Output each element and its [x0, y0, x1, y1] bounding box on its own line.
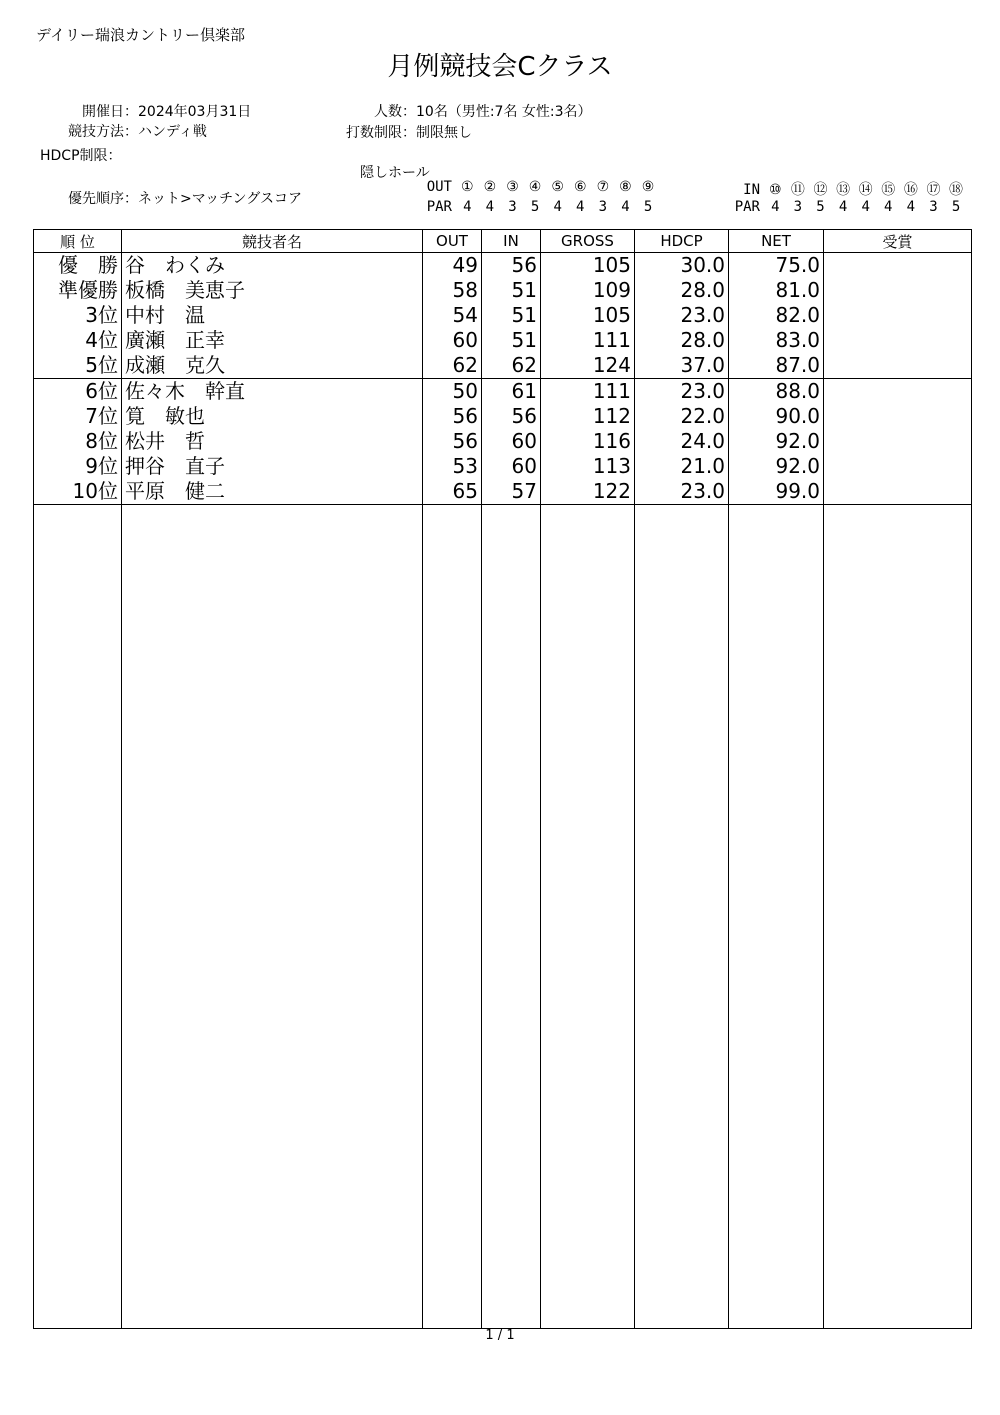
gross-cell: 111: [541, 328, 635, 353]
in-hole-number-4: ⑬: [836, 182, 851, 198]
hdcp-cell: 23.0: [635, 479, 729, 505]
out-hole-par-6: 4: [576, 199, 585, 215]
empty-cell: [34, 505, 122, 1329]
name-cell: 板橋 美恵子: [122, 278, 423, 303]
out-hole-number-4: ④: [528, 179, 542, 195]
net-cell: 90.0: [729, 404, 824, 429]
out-hole-number-3: ③: [506, 179, 519, 195]
in-hole-par-2: 3: [793, 199, 803, 215]
name-cell: 筧 敏也: [122, 404, 423, 429]
in-hole-number-3: ⑫: [813, 182, 828, 198]
award-cell: [824, 328, 972, 353]
hdcp-limit-row: [40, 145, 122, 165]
empty-cell: [541, 505, 635, 1329]
net-cell: 75.0: [729, 253, 824, 279]
players-row: [300, 101, 592, 121]
page-number: 1 / 1: [485, 1328, 515, 1343]
col-name: 競技者名: [122, 230, 423, 253]
net-cell: 83.0: [729, 328, 824, 353]
format-label: 競技方法：: [68, 124, 138, 140]
in-cell: 62: [482, 353, 541, 379]
empty-cell: [423, 505, 482, 1329]
empty-cell: [729, 505, 824, 1329]
rank-cell: 7位: [34, 404, 122, 429]
name-cell: 平原 健二: [122, 479, 423, 505]
hdcp-cell: 24.0: [635, 429, 729, 454]
table-row: [34, 404, 972, 429]
net-cell: 87.0: [729, 353, 824, 379]
out-hole-number-2: ②: [483, 179, 497, 195]
hidden-holes-label: 隠しホール: [360, 165, 430, 181]
date-label: 開催日：: [82, 104, 138, 120]
date-value: 2024年03月31日: [138, 104, 252, 120]
in-hole-number-2: ⑪: [790, 182, 805, 198]
in-cell: 51: [482, 303, 541, 328]
out-hole-par-2: 4: [485, 199, 495, 215]
in-holes-row: [726, 179, 964, 199]
out-hole-par-1: 4: [463, 199, 472, 215]
in-cell: 51: [482, 328, 541, 353]
rank-cell: 10位: [34, 479, 122, 505]
empty-cell: [482, 505, 541, 1329]
out-cell: 56: [423, 404, 482, 429]
rank-cell: 準優勝: [34, 278, 122, 303]
in-hole-par-1: 4: [771, 199, 780, 215]
col-award: 受賞: [824, 230, 972, 253]
empty-area-row: [34, 505, 972, 1329]
out-hole-number-6: ⑥: [573, 179, 587, 195]
table-row: [34, 328, 972, 353]
table-row: [34, 303, 972, 328]
priority-row: [40, 188, 302, 208]
out-hole-par-8: 4: [621, 199, 630, 215]
hdcp-cell: 22.0: [635, 404, 729, 429]
out-cell: 54: [423, 303, 482, 328]
award-cell: [824, 404, 972, 429]
out-hole-par-7: 3: [598, 199, 608, 215]
empty-cell: [122, 505, 423, 1329]
col-hdcp: HDCP: [635, 230, 729, 253]
award-cell: [824, 303, 972, 328]
award-cell: [824, 429, 972, 454]
club-name: デイリー瑞浪カントリー倶楽部: [36, 26, 245, 44]
award-cell: [824, 454, 972, 479]
net-cell: 82.0: [729, 303, 824, 328]
award-cell: [824, 278, 972, 303]
table-row: [34, 353, 972, 379]
in-cell: 60: [482, 454, 541, 479]
rank-cell: 5位: [34, 353, 122, 379]
in-cell: 61: [482, 379, 541, 405]
net-cell: 88.0: [729, 379, 824, 405]
hdcp-cell: 28.0: [635, 328, 729, 353]
in-hole-number-1: ⑩: [769, 182, 782, 198]
gross-cell: 105: [541, 253, 635, 279]
name-cell: 谷 わくみ: [122, 253, 423, 279]
col-out: OUT: [423, 230, 482, 253]
net-cell: 92.0: [729, 429, 824, 454]
net-cell: 81.0: [729, 278, 824, 303]
in-cell: 60: [482, 429, 541, 454]
players-value: 10名（男性:7名 女性:3名）: [416, 104, 592, 120]
col-rank: 順 位: [34, 230, 122, 253]
players-label: 人数：: [374, 104, 416, 120]
out-holes-row: [418, 179, 655, 195]
net-cell: 99.0: [729, 479, 824, 505]
gross-cell: 112: [541, 404, 635, 429]
gross-cell: 111: [541, 379, 635, 405]
rank-cell: 9位: [34, 454, 122, 479]
award-cell: [824, 353, 972, 379]
out-hole-number-1: ①: [461, 179, 474, 195]
name-cell: 廣瀬 正幸: [122, 328, 423, 353]
out-cell: 60: [423, 328, 482, 353]
out-cell: 56: [423, 429, 482, 454]
date-row: [40, 101, 251, 121]
gross-cell: 105: [541, 303, 635, 328]
table-row: [34, 278, 972, 303]
col-net: NET: [729, 230, 824, 253]
out-cell: 65: [423, 479, 482, 505]
table-row: [34, 379, 972, 405]
in-hole-number-6: ⑮: [881, 182, 896, 198]
in-hole-par-7: 4: [906, 199, 916, 215]
table-row: [34, 479, 972, 505]
rank-cell: 8位: [34, 429, 122, 454]
in-cell: 56: [482, 253, 541, 279]
par-label-in: PAR: [734, 199, 760, 215]
hdcp-limit-label: HDCP制限：: [40, 148, 122, 164]
gross-cell: 113: [541, 454, 635, 479]
out-hole-number-7: ⑦: [596, 179, 610, 195]
priority-label: 優先順序：: [68, 191, 138, 207]
out-cell: 62: [423, 353, 482, 379]
name-cell: 押谷 直子: [122, 454, 423, 479]
empty-cell: [824, 505, 972, 1329]
award-cell: [824, 479, 972, 505]
award-cell: [824, 379, 972, 405]
in-hole-number-7: ⑯: [903, 182, 918, 198]
stroke-limit-value: 制限無し: [416, 125, 472, 141]
in-hole-number-5: ⑭: [858, 182, 873, 198]
table-row: [34, 429, 972, 454]
in-cell: 56: [482, 404, 541, 429]
in-cell: 57: [482, 479, 541, 505]
in-par-row: [726, 199, 961, 215]
rank-cell: 6位: [34, 379, 122, 405]
rank-cell: 4位: [34, 328, 122, 353]
hdcp-cell: 28.0: [635, 278, 729, 303]
name-cell: 中村 温: [122, 303, 423, 328]
col-gross: GROSS: [541, 230, 635, 253]
hdcp-cell: 23.0: [635, 303, 729, 328]
format-value: ハンディ戦: [138, 124, 207, 140]
format-row: [40, 121, 207, 141]
out-hole-par-9: 5: [643, 199, 653, 215]
empty-cell: [635, 505, 729, 1329]
out-hole-number-5: ⑤: [551, 179, 564, 195]
out-cell: 49: [423, 253, 482, 279]
gross-cell: 122: [541, 479, 635, 505]
hdcp-cell: 23.0: [635, 379, 729, 405]
par-label: PAR: [426, 199, 452, 215]
award-cell: [824, 253, 972, 279]
name-cell: 成瀬 克久: [122, 353, 423, 379]
net-cell: 92.0: [729, 454, 824, 479]
name-cell: 佐々木 幹直: [122, 379, 423, 405]
in-hole-par-9: 5: [951, 199, 961, 215]
name-cell: 松井 哲: [122, 429, 423, 454]
hdcp-cell: 37.0: [635, 353, 729, 379]
rank-cell: 優 勝: [34, 253, 122, 279]
in-hole-par-3: 5: [816, 199, 825, 215]
priority-value: ネット>マッチングスコア: [138, 191, 303, 207]
out-cell: 50: [423, 379, 482, 405]
out-hole-par-4: 5: [530, 199, 540, 215]
table-header-row: [34, 230, 972, 253]
results-table: [33, 229, 972, 1329]
out-hole-number-9: ⑨: [641, 179, 655, 195]
in-hole-number-8: ⑰: [926, 182, 941, 198]
out-hole-par-3: 3: [508, 199, 517, 215]
page-title: 月例競技会Cクラス: [387, 52, 613, 82]
table-row: [34, 454, 972, 479]
in-hole-par-8: 3: [929, 199, 938, 215]
table-row: [34, 253, 972, 279]
out-hole-number-8: ⑧: [619, 179, 632, 195]
in-hole-par-6: 4: [884, 199, 893, 215]
in-hole-number-9: ⑱: [949, 182, 964, 198]
stroke-limit-row: [300, 122, 472, 142]
out-label: OUT: [426, 179, 452, 195]
out-par-row: [418, 199, 653, 215]
in-label: IN: [743, 182, 760, 198]
in-cell: 51: [482, 278, 541, 303]
hdcp-cell: 21.0: [635, 454, 729, 479]
stroke-limit-label: 打数制限：: [346, 125, 416, 141]
out-cell: 58: [423, 278, 482, 303]
gross-cell: 109: [541, 278, 635, 303]
in-hole-par-5: 4: [861, 199, 870, 215]
gross-cell: 124: [541, 353, 635, 379]
rank-cell: 3位: [34, 303, 122, 328]
hdcp-cell: 30.0: [635, 253, 729, 279]
in-hole-par-4: 4: [838, 199, 848, 215]
gross-cell: 116: [541, 429, 635, 454]
col-in: IN: [482, 230, 541, 253]
out-cell: 53: [423, 454, 482, 479]
out-hole-par-5: 4: [553, 199, 562, 215]
